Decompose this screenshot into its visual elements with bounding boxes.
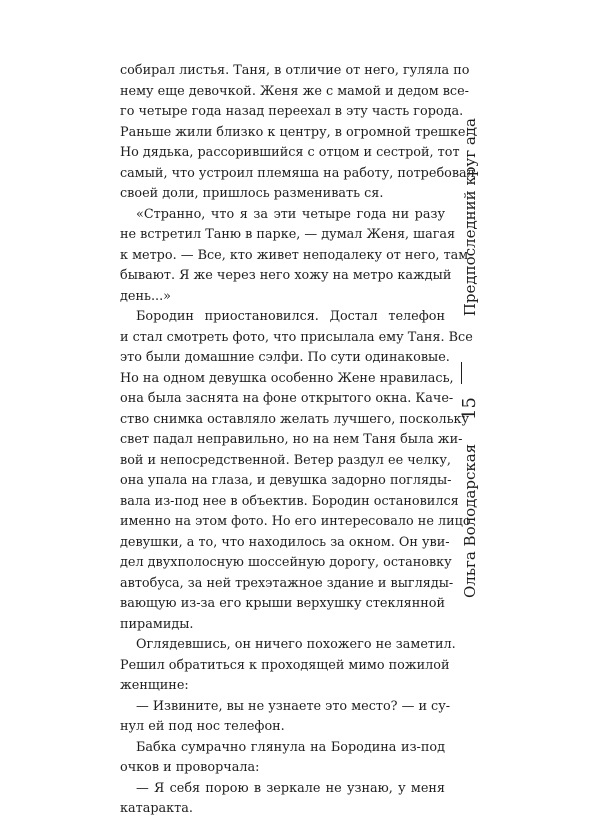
- text-line: Но дядька, рассорившийся с отцом и сестрой, тот: [120, 145, 460, 160]
- text-line: девушки, а то, что находилось за окном. Он уви-: [120, 534, 450, 550]
- text-line: — Извините, вы не узнаете это место? — и су-: [136, 698, 451, 714]
- text-line: вала из-под нее в объектив. Бородин остановился: [120, 493, 459, 509]
- text-line: это были домашние сэлфи. По сути одинаковые.: [120, 350, 450, 365]
- text-line: пирамиды.: [120, 616, 194, 632]
- text-line: собирал листья. Таня, в отличие от него, гуляла по: [120, 63, 470, 78]
- text-line: к метро. — Все, кто живет неподалеку от него, там: [120, 247, 469, 263]
- page-number: 15: [459, 397, 480, 420]
- text-line: самый, что устроил племяша на работу, потребовал: [120, 165, 475, 181]
- running-head: [459, 118, 489, 598]
- text-line: нул ей под нос телефон.: [120, 719, 285, 734]
- text-line: Оглядевшись, он ничего похожего не заметил.: [136, 637, 456, 652]
- text-line: ство снимка оставляло желать лучшего, поскольку: [120, 411, 470, 427]
- text-line: не встретил Таню в парке, — думал Женя, шагая: [120, 227, 456, 242]
- text-line: она упала на глаза, и девушка задорно погляды-: [120, 473, 452, 488]
- text-line: Но на одном девушка особенно Жене нравилась,: [120, 370, 454, 386]
- running-head-book-title: Предпоследний круг ада: [461, 118, 479, 317]
- text-line: и стал смотреть фото, что присылала ему Таня. Все: [120, 329, 473, 345]
- text-line: го четыре года назад переехал в эту часть города.: [120, 104, 464, 119]
- text-line: катаракта.: [120, 801, 193, 816]
- text-line: «Странно, что я за эти четыре года ни разу: [136, 206, 445, 222]
- text-line: дел двухполосную шоссейную дорогу, остановку: [120, 555, 452, 570]
- text-line: бывают. Я же через него хожу на метро каждый: [120, 268, 452, 283]
- running-head-divider: [461, 362, 462, 384]
- text-line: — Я себя порою в зеркале не узнаю, у меня: [136, 780, 445, 796]
- text-line: своей доли, пришлось разменивать ся.: [120, 186, 384, 201]
- text-line: Решил обратиться к проходящей мимо пожилой: [120, 657, 450, 673]
- text-line: вой и непосредственной. Ветер раздул ее челку,: [120, 452, 451, 468]
- text-line: Бородин приостановился. Достал телефон: [136, 309, 445, 324]
- text-line: именно на этом фото. Но его интересовало не лицо: [120, 514, 471, 529]
- text-line: день...»: [120, 288, 171, 304]
- running-head-author: Ольга Володарская: [461, 443, 479, 598]
- text-line: Раньше жили близко к центру, в огромной трешке.: [120, 124, 470, 140]
- text-line: нему еще девочкой. Женя же с мамой и дедом все-: [120, 83, 469, 99]
- text-line: свет падал неправильно, но на нем Таня была жи-: [120, 432, 463, 447]
- text-line: очков и проворчала:: [120, 760, 260, 775]
- text-line: Бабка сумрачно глянула на Бородина из-под: [136, 739, 445, 755]
- text-line: она была заснята на фоне открытого окна. Каче-: [120, 391, 454, 406]
- text-line: автобуса, за ней трехэтажное здание и выгляды-: [120, 575, 454, 591]
- text-line: женщине:: [120, 678, 189, 693]
- text-line: вающую из-за его крыши верхушку стеклянной: [120, 596, 445, 611]
